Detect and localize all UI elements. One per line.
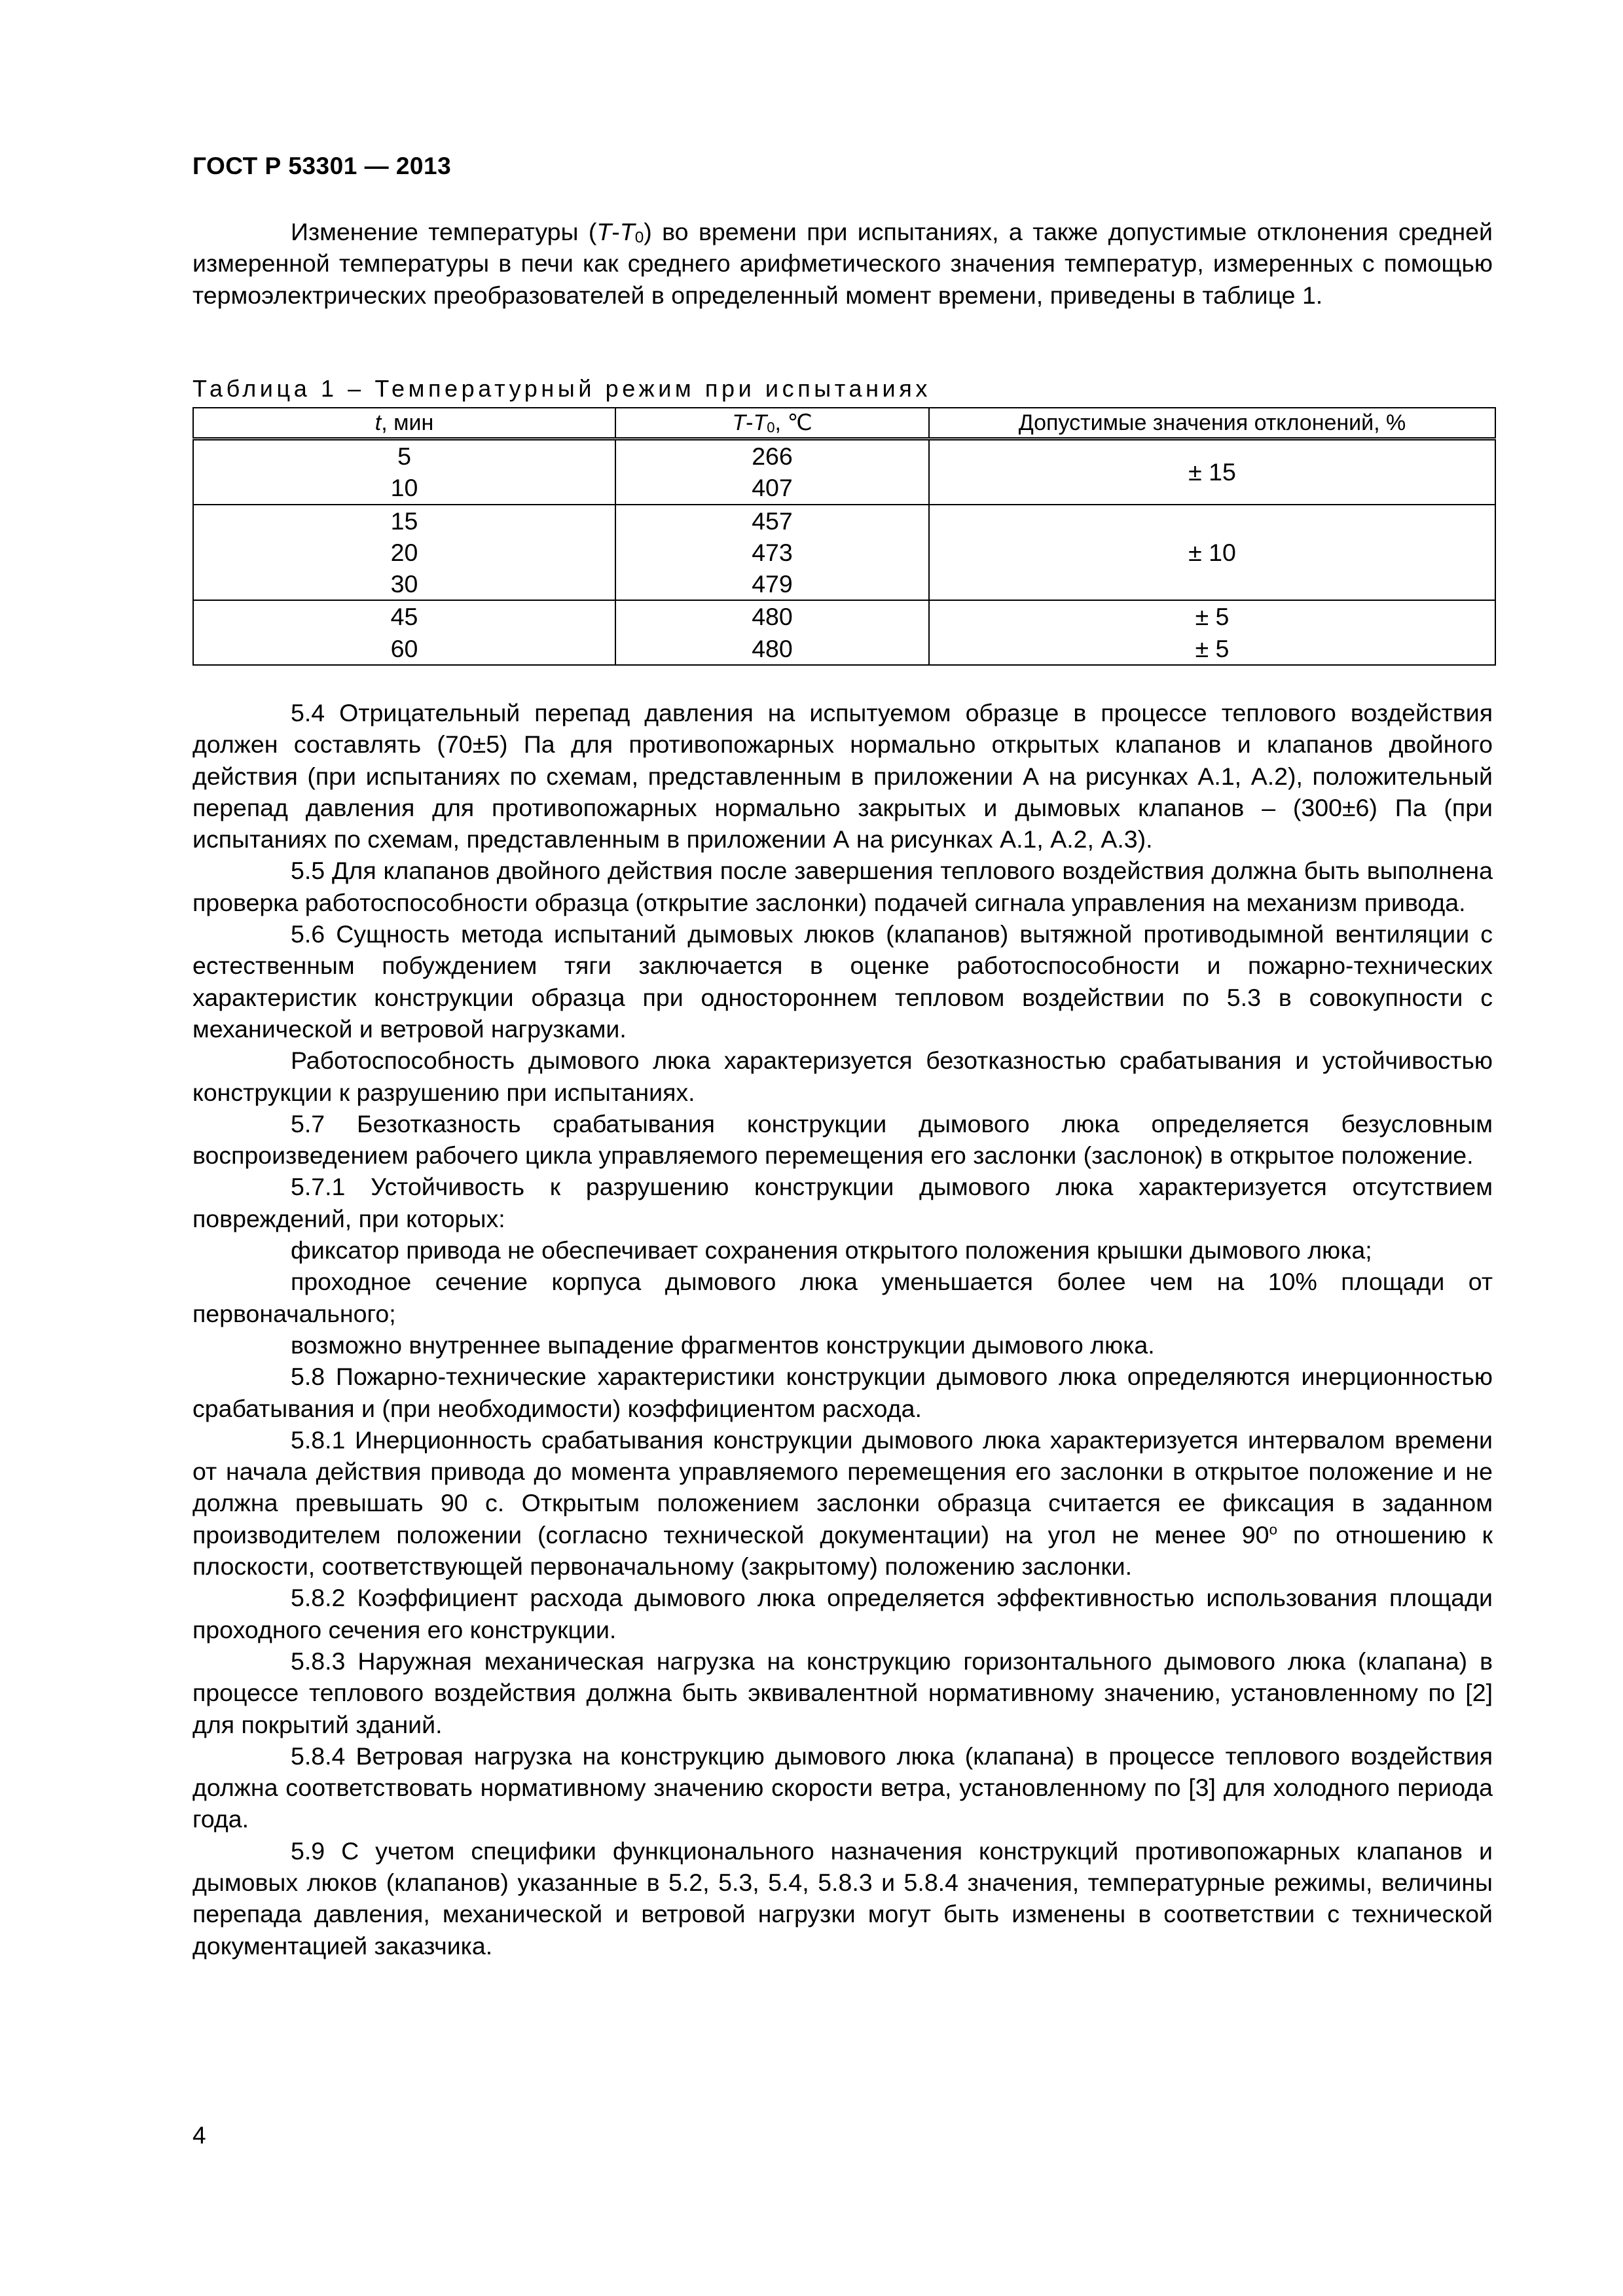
deviation-cell: ± 10 [929, 505, 1495, 601]
table-row [193, 505, 1495, 601]
paragraph-5-6-b: Работоспособность дымового люка характеризуется безотказностью срабатывания и устойчивостью конструкции к разрушению при испытаниях. [192, 1047, 1493, 1106]
intro-text: Изменение температуры $(T-T_0)$ во времени при испытаниях, а также допустимые отклонения средней измеренной температуры в печи как среднего арифметического значения температур, измеренных с помощью термоэлектрических преобразователей в определенный момент времени, приведены в таблице 1. [192, 218, 1493, 309]
header-temperature: $T-T_0$, ℃ [615, 408, 929, 439]
list-item: фиксатор привода не обеспечивает сохранения открытого положения крышки дымового люка; [291, 1236, 1372, 1265]
table-header-row [193, 408, 1495, 439]
paragraph-5-8-2: 5.8.2 Коэффициент расхода дымового люка определяется эффективностью использования площади проходного сечения его конструкции. [192, 1584, 1493, 1643]
paragraph-5-8-1: 5.8.1 Инерционность срабатывания конструкции дымового люка характеризуется интервалом времени от начала действия привода до момента управляемого перемещения его заслонки в открытое положение и не должна превышать 90 с. Открытым положением заслонки образца считается ее фиксация в заданном производителем положении (согласно технической документации) на угол не менее 90$^o$ по отношению к плоскости, соответствующей первоначальному (закрытому) положению заслонки. [192, 1426, 1493, 1581]
document-header: ГОСТ Р 53301 — 2013 [192, 152, 452, 179]
temperature-cell: 266 407 [615, 439, 929, 505]
table-row [193, 439, 1495, 505]
main-text [192, 697, 1493, 1962]
header-time: t, мин [193, 408, 615, 439]
table-caption: Таблица 1 – Температурный режим при испытаниях [192, 375, 931, 402]
list-item: возможно внутреннее выпадение фрагментов конструкции дымового люка. [291, 1331, 1155, 1359]
list-item: проходное сечение корпуса дымового люка уменьшается более чем на 10% площади от первоначального; [192, 1268, 1493, 1327]
table-row [193, 600, 1495, 665]
paragraph-5-8: 5.8 Пожарно-технические характеристики конструкции дымового люка определяются инерционностью срабатывания и (при необходимости) коэффициентом расхода. [192, 1363, 1493, 1422]
paragraph-5-5: 5.5 Для клапанов двойного действия после завершения теплового воздействия должна быть выполнена проверка работоспособности образца (открытие заслонки) подачей сигнала управления на механизм привода. [192, 857, 1493, 916]
paragraph-5-9: 5.9 С учетом специфики функционального назначения конструкций противопожарных клапанов и дымовых люков (клапанов) указанные в 5.2, 5.3, 5.4, 5.8.3 и 5.8.4 значения, температурные режимы, величины перепада давления, механической и ветровой нагрузки могут быть изменены в соответствии с технической документацией заказчика. [192, 1837, 1493, 1960]
header-deviation: Допустимые значения отклонений, % [929, 408, 1495, 439]
deviation-cell: ± 5 ± 5 [929, 600, 1495, 665]
intro-paragraph [192, 216, 1493, 311]
temperature-cell: 480 480 [615, 600, 929, 665]
time-cell: 15 20 30 [193, 505, 615, 601]
page-number: 4 [192, 2122, 206, 2149]
paragraph-5-8-4: 5.8.4 Ветровая нагрузка на конструкцию дымового люка (клапана) в процессе теплового воздействия должна соответствовать нормативному значению скорости ветра, установленному по [3] для холодного периода года. [192, 1742, 1493, 1833]
deviation-cell: ± 15 [929, 439, 1495, 505]
paragraph-5-7-1: 5.7.1 Устойчивость к разрушению конструкции дымового люка характеризуется отсутствием повреждений, при которых: [192, 1173, 1493, 1232]
paragraph-5-8-3: 5.8.3 Наружная механическая нагрузка на конструкцию горизонтального дымового люка (клапана) в процессе теплового воздействия должна быть эквивалентной нормативному значению, установленному по [2] для покрытий зданий. [192, 1647, 1493, 1738]
temperature-table [192, 407, 1496, 666]
temperature-cell: 457 473 479 [615, 505, 929, 601]
paragraph-5-4: 5.4 Отрицательный перепад давления на испытуемом образце в процессе теплового воздействия должен составлять (70±5) Па для противопожарных нормально открытых клапанов и клапанов двойного действия (при испытаниях по схемам, представленным в приложении А на рисунках А.1, А.2), положительный перепад давления для противопожарных нормально закрытых и дымовых клапанов – (300±6) Па (при испытаниях по схемам, представленным в приложении А на рисунках А.1, А.2, А.3). [192, 699, 1493, 853]
paragraph-5-7: 5.7 Безотказность срабатывания конструкции дымового люка определяется безусловным воспроизведением рабочего цикла управляемого перемещения его заслонки (заслонок) в открытое положение. [192, 1109, 1493, 1170]
time-cell: 5 10 [193, 439, 615, 505]
paragraph-5-6: 5.6 Сущность метода испытаний дымовых люков (клапанов) вытяжной противодымной вентиляции с естественным побуждением тяги заключается в оценке работоспособности и пожарно-технических характеристик конструкции образца при одностороннем тепловом воздействии по 5.3 в совокупности с механической и ветровой нагрузками. [192, 920, 1493, 1043]
time-cell: 45 60 [193, 600, 615, 665]
